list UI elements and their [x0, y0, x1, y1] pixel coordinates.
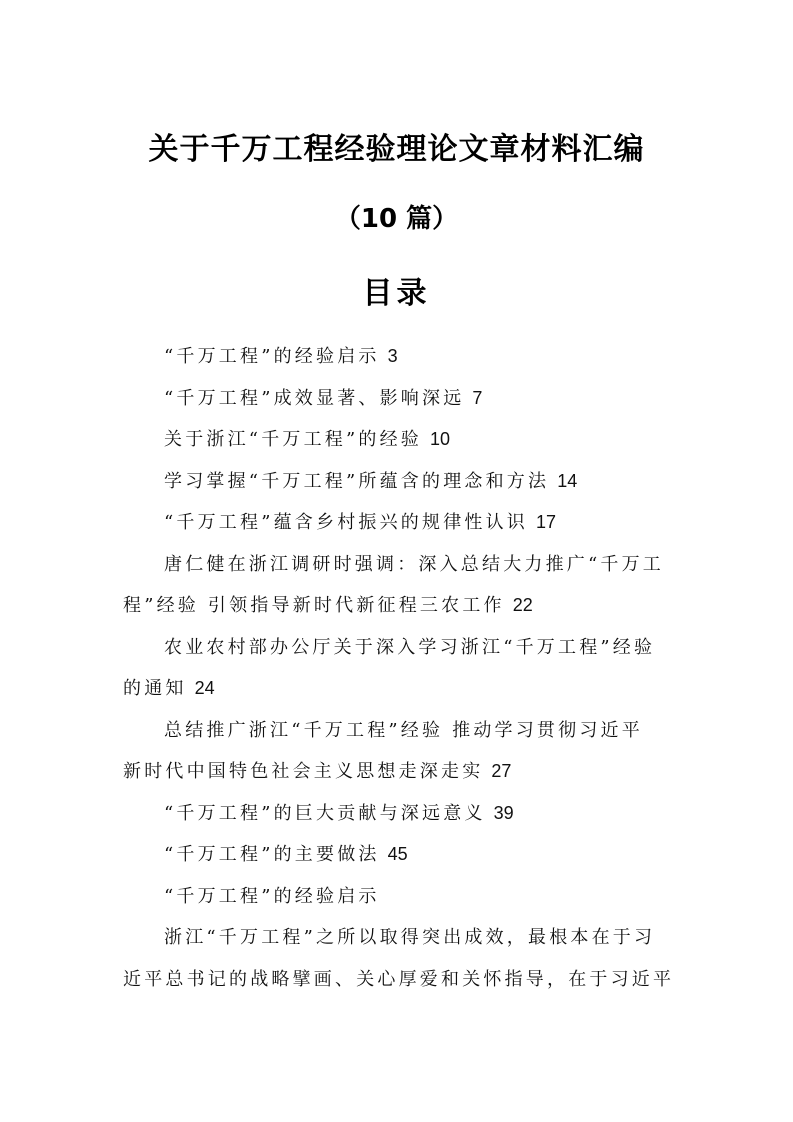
toc-entry-title-continued: 的通知: [123, 678, 187, 699]
toc-page-number: 10: [430, 429, 451, 449]
toc-entry[interactable]: [123, 461, 683, 503]
toc-entry-title: 唐仁健在浙江调研时强调：深入总结大力推广“千万工: [164, 553, 664, 575]
article-paragraph: [123, 917, 683, 1000]
toc-entry-title: 关于浙江“千万工程”的经验: [164, 429, 423, 450]
toc-page-number: 24: [194, 678, 215, 698]
toc-page-number: 27: [491, 761, 512, 781]
toc-page-number: 45: [387, 844, 408, 864]
toc-entry-title: 总结推广浙江“千万工程”经验 推动学习贯彻习近平: [164, 719, 643, 741]
table-of-contents: [123, 336, 683, 876]
toc-entry[interactable]: [123, 419, 683, 461]
document-title: 关于千万工程经验理论文章材料汇编: [148, 132, 645, 167]
toc-entry-title-continued: 新时代中国特色社会主义思想走深走实: [123, 761, 484, 782]
toc-entry-title: “千万工程”的经验启示: [164, 346, 380, 367]
toc-entry[interactable]: [123, 710, 683, 793]
toc-page-number: 17: [536, 512, 557, 532]
toc-heading: 目录: [362, 276, 431, 311]
toc-entry-title-continued: 程”经验 引领指导新时代新征程三农工作: [123, 595, 505, 616]
toc-entry-title: 农业农村部办公厅关于深入学习浙江“千万工程”经验: [164, 636, 656, 658]
toc-entry[interactable]: [123, 627, 683, 710]
toc-entry-title: “千万工程”成效显著、影响深远: [164, 387, 465, 409]
document-subtitle: （10 篇）: [334, 204, 459, 234]
document-body: [123, 336, 683, 1000]
toc-page-number: 22: [512, 595, 533, 615]
toc-entry-title: “千万工程”的主要做法: [164, 844, 380, 865]
toc-page-number: 14: [557, 470, 578, 491]
toc-entry-title: “千万工程”蕴含乡村振兴的规律性认识: [164, 512, 529, 533]
toc-entry-title: “千万工程”的巨大贡献与深远意义: [164, 802, 486, 824]
toc-entry-title: 学习掌握“千万工程”所蕴含的理念和方法: [164, 470, 550, 492]
toc-entry[interactable]: [123, 502, 683, 544]
toc-entry[interactable]: [123, 793, 683, 835]
paragraph-line: 浙江“千万工程”之所以取得突出成效，最根本在于习: [164, 927, 656, 948]
toc-page-number: 39: [493, 802, 514, 823]
paragraph-line: 近平总书记的战略擘画、关心厚爱和关怀指导，在于习近平: [123, 968, 675, 990]
toc-page-number: 7: [472, 387, 483, 408]
toc-entry[interactable]: [123, 834, 683, 876]
article-heading: “千万工程”的经验启示: [164, 885, 380, 907]
toc-entry[interactable]: [123, 378, 683, 420]
toc-page-number: 3: [387, 346, 398, 366]
toc-entry[interactable]: [123, 336, 683, 378]
toc-entry[interactable]: [123, 544, 683, 627]
